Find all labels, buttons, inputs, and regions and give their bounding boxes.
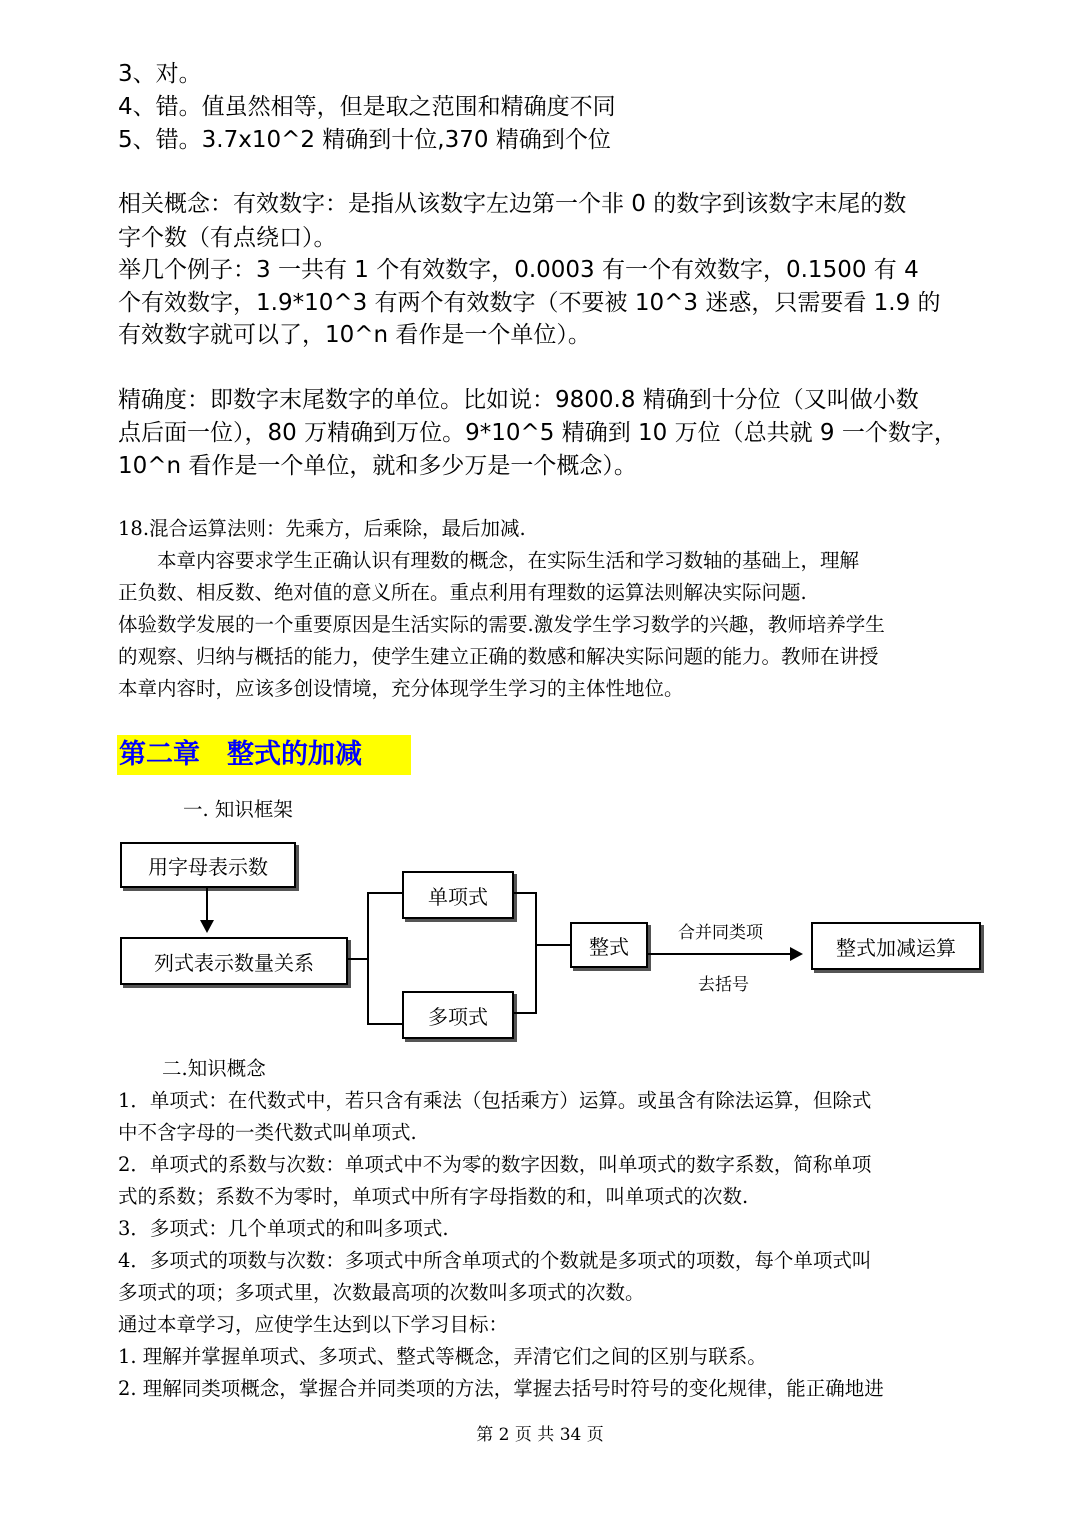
answer-4: 4、错。值虽然相等，但是取之范围和精确度不同 — [118, 94, 616, 120]
connector-line — [514, 892, 536, 894]
box-addition-subtraction: 整式加减运算 — [811, 922, 981, 970]
concept-item-line: 通过本章学习，应使学生达到以下学习目标： — [118, 1313, 509, 1336]
precision-line: 精确度：即数字末尾数字的单位。比如说：9800.8 精确到十分位（又叫做小数 — [118, 387, 919, 413]
rule18-line: 本章内容时，应该多创设情境，充分体现学生学习的主体性地位。 — [118, 677, 684, 700]
rule18-line: 的观察、归纳与概括的能力，使学生建立正确的数感和解决实际问题的能力。教师在讲授 — [118, 645, 879, 668]
page-footer: 第 2 页 共 34 页 — [476, 1425, 604, 1445]
rule18-line: 体验数学发展的一个重要原因是生活实际的需要.激发学生学习数学的兴趣，教师培养学生 — [118, 613, 885, 636]
concept-item-line: 2. 理解同类项概念，掌握合并同类项的方法，掌握去括号时符号的变化规律，能正确地进 — [118, 1377, 884, 1400]
connector-line — [367, 892, 369, 1025]
rule18-line: 正负数、相反数、绝对值的意义所在。重点利用有理数的运算法则解决实际问题. — [118, 581, 807, 604]
chapter-title: 第二章 整式的加减 — [117, 735, 411, 775]
concept-item-line: 1．单项式：在代数式中，若只含有乘法（包括乘方）运算。或虽含有除法运算，但除式 — [118, 1089, 872, 1112]
concept-item-line: 4．多项式的项数与次数：多项式中所含单项式的个数就是多项式的项数，每个单项式叫 — [118, 1249, 872, 1272]
connector-line — [535, 892, 537, 1014]
concept-item-line: 3．多项式：几个单项式的和叫多项式. — [118, 1217, 449, 1240]
concept-line: 举几个例子：3 一共有 1 个有效数字，0.0003 有一个有效数字，0.1500 有 4 — [118, 257, 919, 283]
concept-line: 个有效数字，1.9*10^3 有两个有效数字（不要被 10^3 迷惑，只需要看 1.9 的 — [118, 290, 941, 316]
concept-item-line: 式的系数；系数不为零时，单项式中所有字母指数的和，叫单项式的次数. — [118, 1185, 749, 1208]
arrow-down-icon — [200, 920, 214, 934]
label-combine-like-terms: 合并同类项 — [678, 923, 763, 943]
box-quantity-relations: 列式表示数量关系 — [120, 937, 348, 985]
box-monomial: 单项式 — [402, 871, 514, 919]
label-remove-brackets: 去括号 — [698, 975, 749, 995]
concept-line: 字个数（有点绕口）。 — [118, 225, 337, 251]
box-letters-represent-numbers: 用字母表示数 — [120, 842, 296, 888]
concepts-heading: 二.知识概念 — [162, 1057, 266, 1080]
box-integral-expression: 整式 — [570, 922, 648, 968]
concept-item-line: 中不含字母的一类代数式叫单项式. — [118, 1121, 417, 1144]
connector-line — [367, 1023, 403, 1025]
concept-item-line: 多项式的项；多项式里，次数最高项的次数叫多项式的次数。 — [118, 1281, 645, 1304]
connector-line — [535, 944, 571, 946]
answer-5: 5、错。3.7x10^2 精确到十位,370 精确到个位 — [118, 127, 611, 153]
connector-line — [648, 953, 794, 955]
framework-heading: 一. 知识框架 — [183, 798, 293, 821]
box-polynomial: 多项式 — [402, 991, 514, 1039]
rule18-line: 本章内容要求学生正确认识有理数的概念，在实际生活和学习数轴的基础上，理解 — [118, 549, 860, 572]
precision-line: 点后面一位），80 万精确到万位。9*10^5 精确到 10 万位（总共就 9 一个数字， — [118, 420, 957, 446]
precision-line: 10^n 看作是一个单位，就和多少万是一个概念）。 — [118, 453, 637, 479]
connector-line — [348, 958, 368, 960]
connector-line — [514, 1012, 536, 1014]
rule18-line: 18.混合运算法则：先乘方，后乘除，最后加减. — [118, 517, 526, 540]
concept-line: 相关概念：有效数字：是指从该数字左边第一个非 0 的数字到该数字末尾的数 — [118, 191, 907, 217]
concept-item-line: 1. 理解并掌握单项式、多项式、整式等概念，弄清它们之间的区别与联系。 — [118, 1345, 767, 1368]
arrow-right-icon — [790, 947, 804, 961]
connector-line — [367, 892, 403, 894]
concept-line: 有效数字就可以了，10^n 看作是一个单位）。 — [118, 322, 591, 348]
answer-3: 3、对。 — [118, 61, 202, 87]
concept-item-line: 2．单项式的系数与次数：单项式中不为零的数字因数，叫单项式的数字系数，简称单项 — [118, 1153, 872, 1176]
